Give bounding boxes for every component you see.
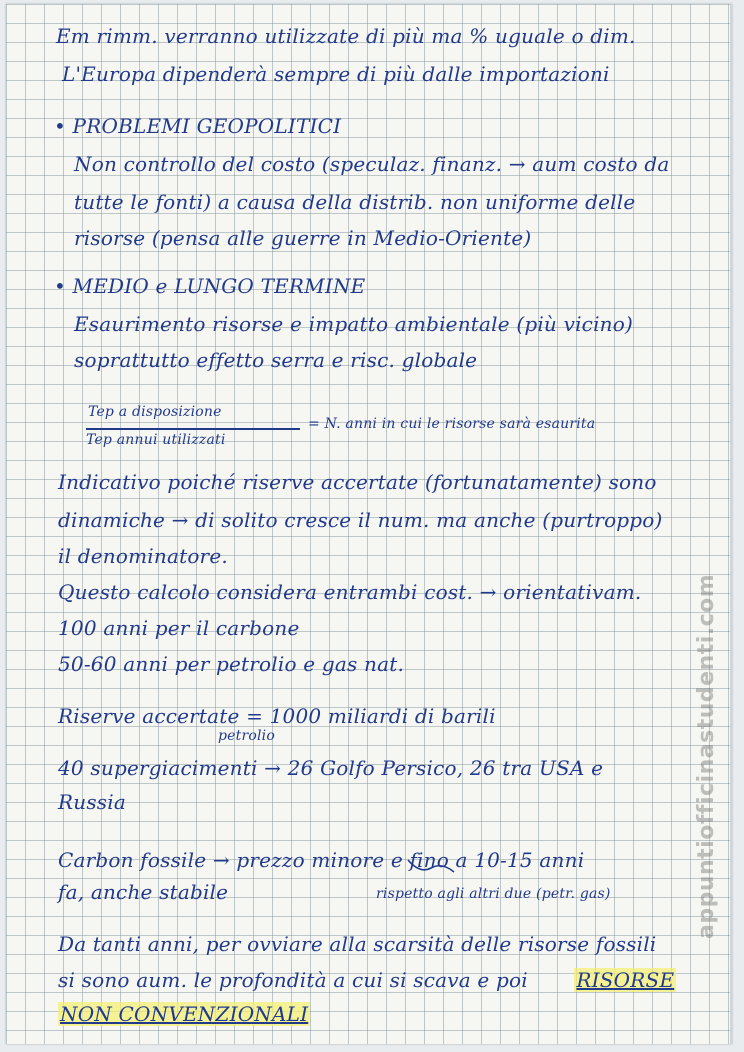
note-line: il denominatore. (58, 544, 228, 568)
note-line: 40 supergiacimenti → 26 Golfo Persico, 26 tra USA e (58, 756, 604, 780)
note-line: soprattutto effetto serra e risc. globale (74, 348, 478, 372)
fraction-bar (86, 428, 300, 430)
note-line: Non controllo del costo (speculaz. finanz. → aum costo da (74, 152, 670, 176)
note-line: 50-60 anni per petrolio e gas nat. (58, 652, 405, 676)
notebook-page (6, 4, 732, 1044)
note-line: risorse (pensa alle guerre in Medio-Oriente) (74, 226, 532, 250)
section-heading: • PROBLEMI GEOPOLITICI (54, 114, 342, 138)
note-line: Riserve accertate = 1000 miliardi di barili (58, 704, 496, 728)
note-line (58, 968, 676, 992)
note-line: Em rimm. verranno utilizzate di più ma % uguale o dim. (56, 24, 636, 48)
fraction-result: = N. anni in cui le risorse sarà esaurita (308, 416, 596, 432)
brace-mark (406, 856, 456, 876)
watermark: appuntiofficinastudenti.com (694, 573, 719, 939)
note-subscript: rispetto agli altri due (petr. gas) (376, 886, 611, 902)
note-line: Da tanti anni, per ovviare alla scarsità delle risorse fossili (58, 932, 657, 956)
highlighted-term: NON CONVENZIONALI (60, 1002, 309, 1026)
highlighted-term: RISORSE (576, 968, 675, 992)
note-line: tutte le fonti) a causa della distrib. non uniforme delle (74, 190, 636, 214)
note-line: 100 anni per il carbone (58, 616, 300, 640)
note-line: L'Europa dipenderà sempre di più dalle importazioni (62, 62, 610, 86)
note-subscript: petrolio (218, 728, 275, 744)
note-text: si sono aum. le profondità a cui si scava e poi (58, 968, 528, 992)
fraction-denominator: Tep annui utilizzati (86, 432, 226, 448)
note-line (58, 1002, 310, 1026)
note-line: dinamiche → di solito cresce il num. ma anche (purtroppo) (58, 508, 663, 532)
note-line: Questo calcolo considera entrambi cost. → orientativam. (58, 580, 642, 604)
note-line: Indicativo poiché riserve accertate (fortunatamente) sono (58, 470, 657, 494)
section-heading: • MEDIO e LUNGO TERMINE (54, 274, 366, 298)
note-line: Esaurimento risorse e impatto ambientale (più vicino) (74, 312, 633, 336)
note-line: Russia (58, 790, 126, 814)
note-line: fa, anche stabile (58, 880, 229, 904)
note-line: Carbon fossile → prezzo minore e fino a 10-15 anni (58, 848, 585, 872)
fraction-numerator: Tep a disposizione (88, 404, 222, 420)
